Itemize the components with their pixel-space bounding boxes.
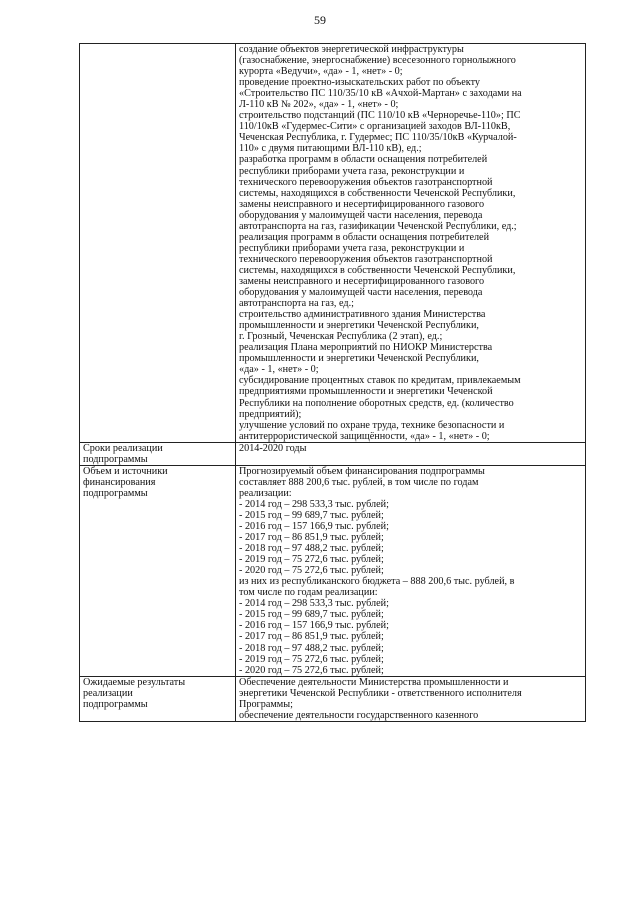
row-content-line: системы, находящихся в собственности Чеченской Республики, [239, 264, 516, 276]
row-content-line: Программы; [239, 698, 293, 710]
row-content-line: курорта «Ведучи», «да» - 1, «нет» - 0; [239, 66, 403, 78]
row-content-line: - 2020 год – 75 272,6 тыс. рублей; [239, 664, 384, 676]
row-label-line: Ожидаемые результаты [83, 676, 186, 688]
table-row [80, 44, 586, 443]
row-content-line: 110» с двумя питающими ВЛ-110 кВ), ед.; [239, 143, 422, 155]
row-content-line: - 2014 год – 298 533,3 тыс. рублей; [239, 498, 389, 510]
row-content-line: (газоснабжение, энергоснабжение) всесезонного горнолыжного [239, 55, 516, 67]
row-content-line: 110/10кВ «Гудермес-Сити» с организацией заходов ВЛ-110кВ, [239, 121, 511, 133]
row-content-line: строительство подстанций (ПС 110/10 кВ «Черноречье-110»; ПС [239, 110, 521, 122]
table-row [80, 465, 586, 676]
row-content-line: - 2017 год – 86 851,9 тыс. рублей; [239, 532, 384, 544]
row-content-line: технического перевооружения объектов газотранспортной [239, 253, 493, 265]
row-content-line: том числе по годам реализации: [239, 587, 378, 599]
row-content-line: замены неисправного и несертифицированного газового [239, 275, 485, 287]
row-content-line: - 2020 год – 75 272,6 тыс. рублей; [239, 565, 384, 577]
row-content-cell [236, 442, 586, 465]
row-content-line: разработка программ в области оснащения потребителей [239, 154, 488, 166]
row-content-line: промышленности и энергетики Чеченской Республики, [239, 353, 479, 365]
row-content-line: предприятиями промышленности и энергетики Чеченской [239, 386, 493, 398]
row-label-cell [80, 465, 236, 676]
row-content-line: республики приборами учета газа, реконструкции и [239, 242, 465, 254]
row-content-cell [236, 44, 586, 443]
row-content-line: энергетики Чеченской Республики - ответственного исполнителя [239, 687, 522, 699]
row-content-line: - 2019 год – 75 272,6 тыс. рублей; [239, 653, 384, 665]
row-content-line: оборудования у малоимущей части населения, перевода [239, 209, 483, 221]
row-content-line: «Строительство ПС 110/35/10 кВ «Ачхой-Мартан» с заходами на [239, 88, 522, 100]
row-content-line: 2014-2020 годы [239, 442, 307, 454]
row-content-line: - 2015 год – 99 689,7 тыс. рублей; [239, 609, 384, 621]
row-content-line: реализации: [239, 487, 292, 499]
table-body [80, 44, 586, 722]
row-content-line: технического перевооружения объектов газотранспортной [239, 176, 493, 188]
row-content-line: - 2017 год – 86 851,9 тыс. рублей; [239, 631, 384, 643]
row-content-line: Обеспечение деятельности Министерства промышленности и [239, 676, 509, 688]
row-content-line: - 2018 год – 97 488,2 тыс. рублей; [239, 642, 384, 654]
row-content-line: замены неисправного и несертифицированного газового [239, 198, 485, 210]
row-content-line: из них из республиканского бюджета – 888 200,6 тыс. рублей, в [239, 576, 515, 588]
row-label-line: Сроки реализации [83, 442, 163, 454]
row-content-line: составляет 888 200,6 тыс. рублей, в том числе по годам [239, 476, 479, 488]
row-content-line: автотранспорта на газ, газификации Чеченской Республики, ед.; [239, 220, 517, 232]
row-label-cell [80, 44, 236, 443]
row-content-line: строительство административного здания Министерства [239, 309, 486, 321]
row-content-line: - 2015 год – 99 689,7 тыс. рублей; [239, 509, 384, 521]
row-content-line: - 2018 год – 97 488,2 тыс. рублей; [239, 543, 384, 555]
row-content-line: - 2016 год – 157 166,9 тыс. рублей; [239, 620, 389, 632]
row-content-line: реализация Плана мероприятий по НИОКР Министерства [239, 342, 493, 354]
row-label-line: подпрограммы [83, 487, 148, 499]
row-content-line: субсидирование процентных ставок по кредитам, привлекаемым [239, 375, 521, 387]
row-content-cell [236, 465, 586, 676]
table-row [80, 676, 586, 721]
page-number: 59 [314, 13, 326, 27]
row-content-line: Л-110 кВ № 202», «да» - 1, «нет» - 0; [239, 99, 399, 111]
row-content-line: предприятий); [239, 408, 302, 420]
row-content-line: улучшение условий по охране труда, технике безопасности и [239, 419, 505, 431]
row-content-line: республики приборами учета газа, реконструкции и [239, 165, 465, 177]
row-content-line: - 2014 год – 298 533,3 тыс. рублей; [239, 598, 389, 610]
row-label-line: подпрограммы [83, 698, 148, 710]
row-content-line: автотранспорта на газ, ед.; [239, 298, 354, 310]
row-content-line: реализация программ в области оснащения потребителей [239, 231, 490, 243]
row-content-line: системы, находящихся в собственности Чеченской Республики, [239, 187, 516, 199]
row-content-line: - 2019 год – 75 272,6 тыс. рублей; [239, 554, 384, 566]
row-content-line: Чеченская Республика, г. Гудермес; ПС 110/35/10кВ «Курчалой- [239, 132, 517, 144]
row-content-line: Республики на пополнение оборотных средств, ед. (количество [239, 397, 514, 409]
row-label-cell [80, 442, 236, 465]
row-content-line: - 2016 год – 157 166,9 тыс. рублей; [239, 521, 389, 533]
subprogram-passport-table [79, 43, 586, 722]
row-label-line: реализации [83, 687, 133, 699]
row-content-line: создание объектов энергетической инфраструктуры [239, 44, 464, 55]
row-content-line: обеспечение деятельности государственного казенного [239, 709, 479, 721]
row-content-cell [236, 676, 586, 721]
row-content-line: оборудования у малоимущей части населения, перевода [239, 287, 483, 299]
row-label-cell [80, 676, 236, 721]
row-content-line: «да» - 1, «нет» - 0; [239, 364, 319, 376]
row-content-line: Прогнозируемый объем финансирования подпрограммы [239, 465, 485, 477]
row-content-line: г. Грозный, Чеченская Республика (2 этап), ед.; [239, 331, 443, 343]
row-content-line: проведение проектно-изыскательских работ по объекту [239, 77, 480, 89]
row-content-line: промышленности и энергетики Чеченской Республики, [239, 320, 479, 332]
table-row [80, 442, 586, 465]
row-label-line: подпрограммы [83, 453, 148, 465]
row-content-line: антитеррористической защищённости, «да» - 1, «нет» - 0; [239, 430, 490, 442]
row-label-line: Объем и источники [83, 465, 168, 477]
row-label-line: финансирования [83, 476, 156, 488]
